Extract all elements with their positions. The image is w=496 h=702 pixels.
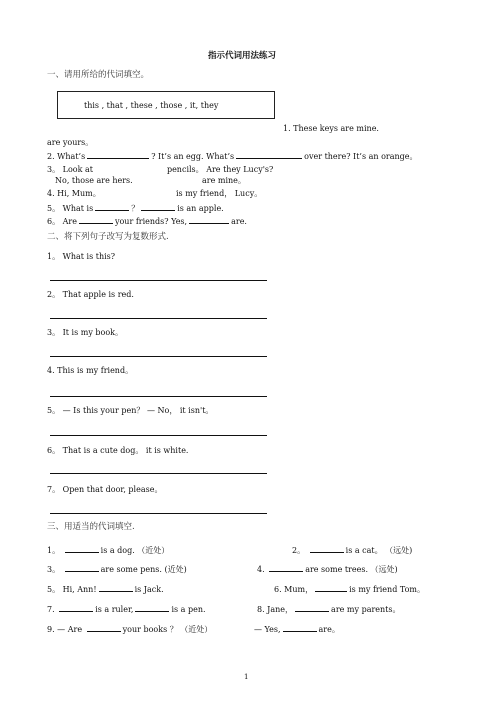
answer-line[interactable] bbox=[50, 318, 267, 319]
page-title: 指示代词用法练习 bbox=[208, 51, 277, 61]
section3-heading: 三、用适当的代词填空. bbox=[47, 522, 135, 532]
s1-q1: 1. These keys are mine. bbox=[283, 124, 379, 133]
s1-q4: 4. Hi, Mum。 bbox=[47, 189, 101, 198]
answer-blank[interactable] bbox=[236, 150, 302, 159]
s2-item-1: 1。 What is this? bbox=[47, 252, 116, 261]
answer-blank[interactable] bbox=[65, 544, 99, 553]
answer-line[interactable] bbox=[50, 435, 267, 436]
s1-q1-cont: are yours。 bbox=[47, 138, 94, 147]
answer-blank[interactable] bbox=[65, 563, 99, 572]
s2-item-4: 4. This is my friend。 bbox=[47, 366, 134, 375]
s3-q4: 4. are some trees. （远处) bbox=[257, 565, 398, 574]
s2-item-6: 6。 That is a cute dog。 it is white. bbox=[47, 446, 189, 455]
answer-blank[interactable] bbox=[99, 583, 133, 592]
answer-blank[interactable] bbox=[141, 202, 175, 211]
s1-q3-cont2: are mine。 bbox=[202, 176, 246, 185]
s3-q2: 2。 is a cat。 （远处) bbox=[292, 546, 413, 555]
word-bank-box bbox=[57, 91, 275, 119]
answer-blank[interactable] bbox=[95, 163, 165, 172]
s3-q5: 5。 Hi, Ann! is Jack. bbox=[47, 585, 164, 594]
s3-q8: 8. Jane， are my parents。 bbox=[257, 605, 401, 614]
answer-blank[interactable] bbox=[95, 202, 129, 211]
answer-line[interactable] bbox=[50, 280, 267, 281]
s3-q9: 9. — Are your books ？ （近处） bbox=[47, 625, 213, 634]
answer-blank[interactable] bbox=[269, 563, 303, 572]
s3-q7: 7. is a ruler, is a pen. bbox=[47, 605, 206, 614]
s2-item-5: 5。 — Is this your pen？ — No， it isn't。 bbox=[47, 406, 214, 415]
answer-blank[interactable] bbox=[87, 150, 149, 159]
s3-q3: 3。 are some pens. (近处) bbox=[47, 565, 187, 574]
section2-heading: 二、将下列句子改写为复数形式. bbox=[47, 232, 169, 242]
s1-q5: 5。 What is ？ is an apple. bbox=[47, 204, 224, 213]
word-bank-text: this , that , these , those , it, they bbox=[84, 101, 219, 110]
s1-q3-cont: No, those are hers. bbox=[55, 176, 133, 185]
answer-blank[interactable] bbox=[79, 215, 113, 224]
s2-item-7: 7。 Open that door, please。 bbox=[47, 485, 163, 494]
answer-blank[interactable] bbox=[310, 544, 344, 553]
s3-q9-answer: — Yes, are。 bbox=[254, 625, 340, 634]
answer-line[interactable] bbox=[50, 473, 267, 474]
page-number: 1 bbox=[244, 673, 249, 681]
s2-item-2: 2。 That apple is red. bbox=[47, 290, 134, 299]
answer-blank[interactable] bbox=[295, 603, 329, 612]
answer-blank[interactable] bbox=[59, 603, 93, 612]
answer-blank[interactable] bbox=[283, 623, 317, 632]
s1-q2: 2. What’s ? It’s an egg. What’s over there? It’s an orange。 bbox=[47, 152, 418, 161]
answer-blank[interactable] bbox=[135, 603, 169, 612]
answer-line[interactable] bbox=[50, 396, 267, 397]
answer-blank[interactable] bbox=[189, 215, 229, 224]
s1-q6: 6。 Are your friends? Yes, are. bbox=[47, 217, 247, 226]
s3-q1: 1。 is a dog. （近处） bbox=[47, 546, 170, 555]
s2-item-3: 3。 It is my book。 bbox=[47, 328, 124, 337]
answer-blank[interactable] bbox=[87, 623, 121, 632]
s1-q3: 3。 Look at pencils。 Are they Lucy's? bbox=[47, 165, 274, 174]
answer-blank[interactable] bbox=[315, 583, 347, 592]
answer-line[interactable] bbox=[50, 513, 267, 514]
s3-q6: 6. Mum， is my friend Tom。 bbox=[274, 585, 425, 594]
section1-heading: 一、请用所给的代词填空。 bbox=[47, 70, 150, 80]
answer-line[interactable] bbox=[50, 356, 267, 357]
s1-q4-cont: is my friend， Lucy。 bbox=[176, 189, 263, 198]
